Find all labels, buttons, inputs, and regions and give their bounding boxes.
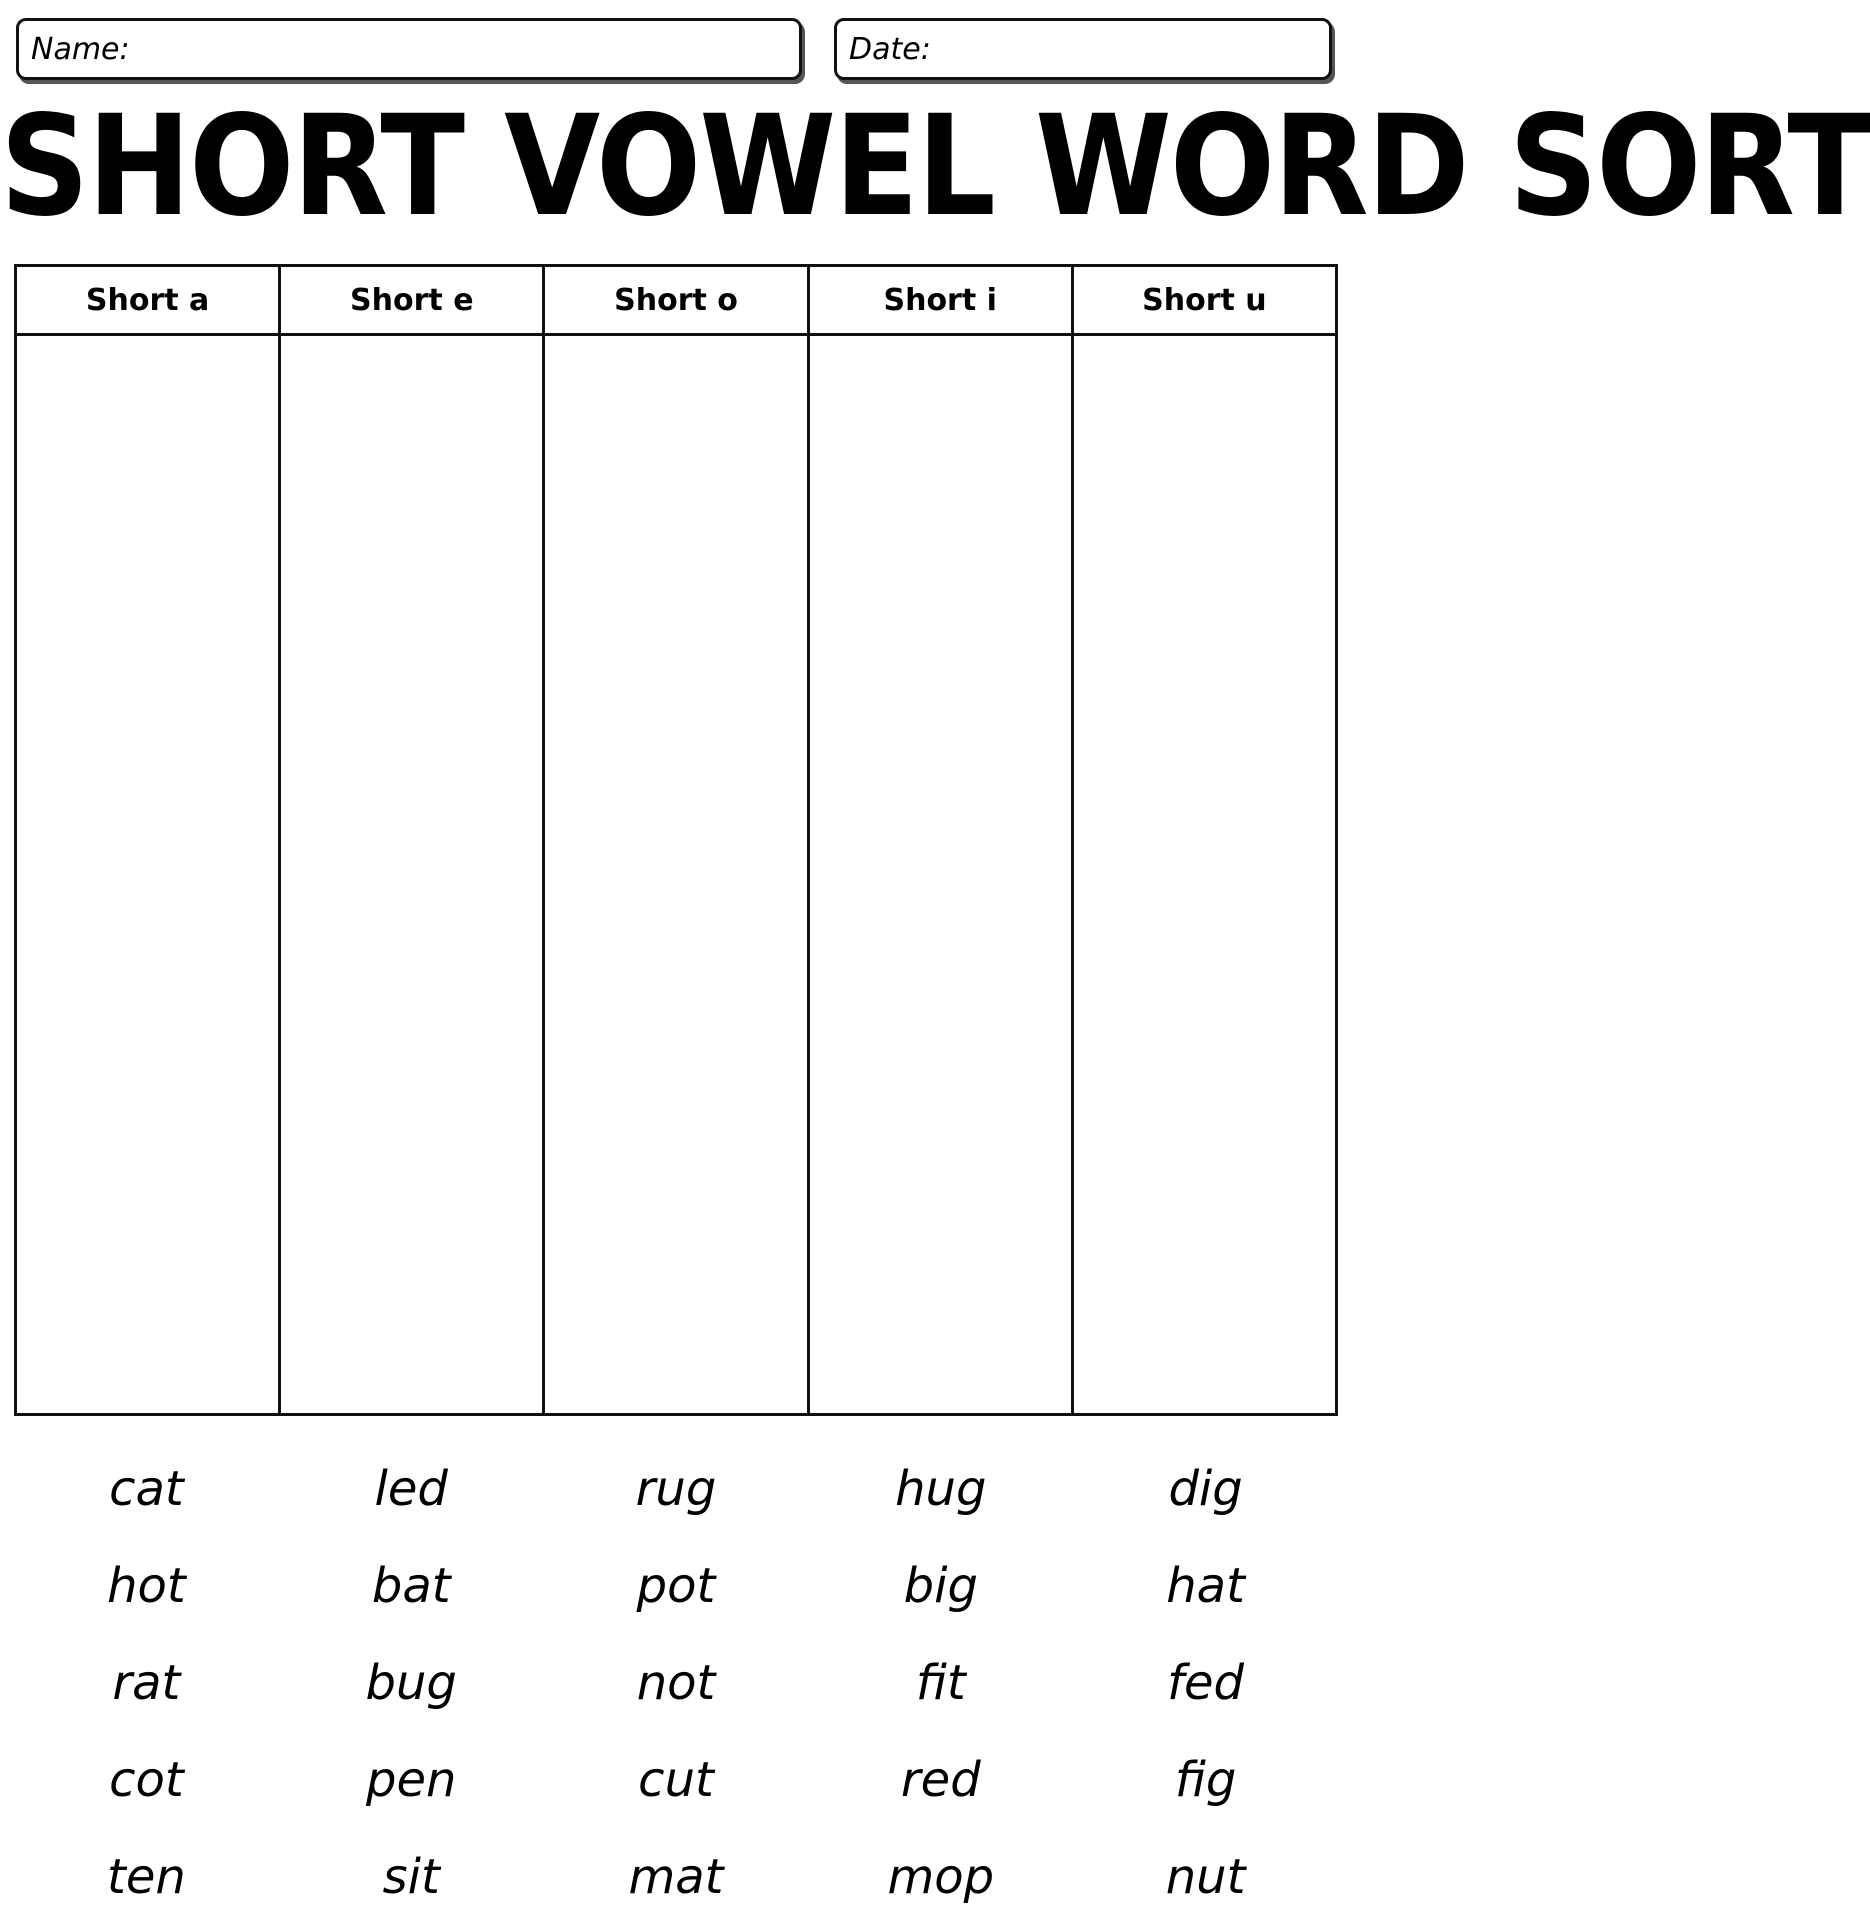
column-short-i <box>810 267 1074 1413</box>
word-card[interactable]: sit <box>382 1848 440 1905</box>
sort-table <box>14 264 1338 1416</box>
word-card[interactable]: fig <box>1174 1751 1237 1808</box>
column-header-short-a: Short a <box>17 267 278 336</box>
word-card[interactable]: hug <box>895 1460 987 1517</box>
column-short-u <box>1074 267 1335 1413</box>
name-label: Name: <box>31 32 130 67</box>
word-card[interactable]: pen <box>365 1751 457 1808</box>
word-card[interactable]: led <box>374 1460 448 1517</box>
date-field[interactable] <box>834 18 1332 80</box>
column-header-short-i: Short i <box>810 267 1071 336</box>
column-short-o <box>545 267 809 1413</box>
word-card[interactable]: cat <box>109 1460 184 1517</box>
word-card[interactable]: not <box>636 1654 716 1711</box>
column-short-a <box>17 267 281 1413</box>
word-card[interactable]: big <box>903 1557 978 1614</box>
word-card[interactable]: rug <box>635 1460 717 1517</box>
word-card[interactable]: rat <box>112 1654 181 1711</box>
word-card[interactable]: hot <box>107 1557 186 1614</box>
date-label: Date: <box>849 32 931 67</box>
word-card[interactable]: nut <box>1165 1848 1246 1905</box>
word-bank <box>14 1440 1338 1925</box>
word-card[interactable]: cut <box>638 1751 714 1808</box>
column-body-short-u[interactable] <box>1074 336 1335 1413</box>
word-card[interactable]: cot <box>109 1751 184 1808</box>
column-body-short-a[interactable] <box>17 336 278 1413</box>
word-card[interactable]: bat <box>371 1557 451 1614</box>
worksheet-title: SHORT VOWEL WORD SORT <box>0 86 1870 248</box>
word-card[interactable]: fit <box>915 1654 966 1711</box>
word-card[interactable]: mop <box>887 1848 995 1905</box>
word-card[interactable]: hat <box>1166 1557 1245 1614</box>
column-header-short-u: Short u <box>1074 267 1335 336</box>
column-body-short-i[interactable] <box>810 336 1071 1413</box>
word-card[interactable]: mat <box>628 1848 724 1905</box>
word-card[interactable]: fed <box>1167 1654 1245 1711</box>
word-card[interactable]: ten <box>107 1848 186 1905</box>
name-field[interactable] <box>16 18 802 80</box>
column-body-short-o[interactable] <box>545 336 806 1413</box>
word-card[interactable]: bug <box>365 1654 457 1711</box>
word-card[interactable]: red <box>900 1751 981 1808</box>
word-card[interactable]: dig <box>1168 1460 1243 1517</box>
column-body-short-e[interactable] <box>281 336 542 1413</box>
column-short-e <box>281 267 545 1413</box>
column-header-short-e: Short e <box>281 267 542 336</box>
column-header-short-o: Short o <box>545 267 806 336</box>
word-card[interactable]: pot <box>636 1557 716 1614</box>
